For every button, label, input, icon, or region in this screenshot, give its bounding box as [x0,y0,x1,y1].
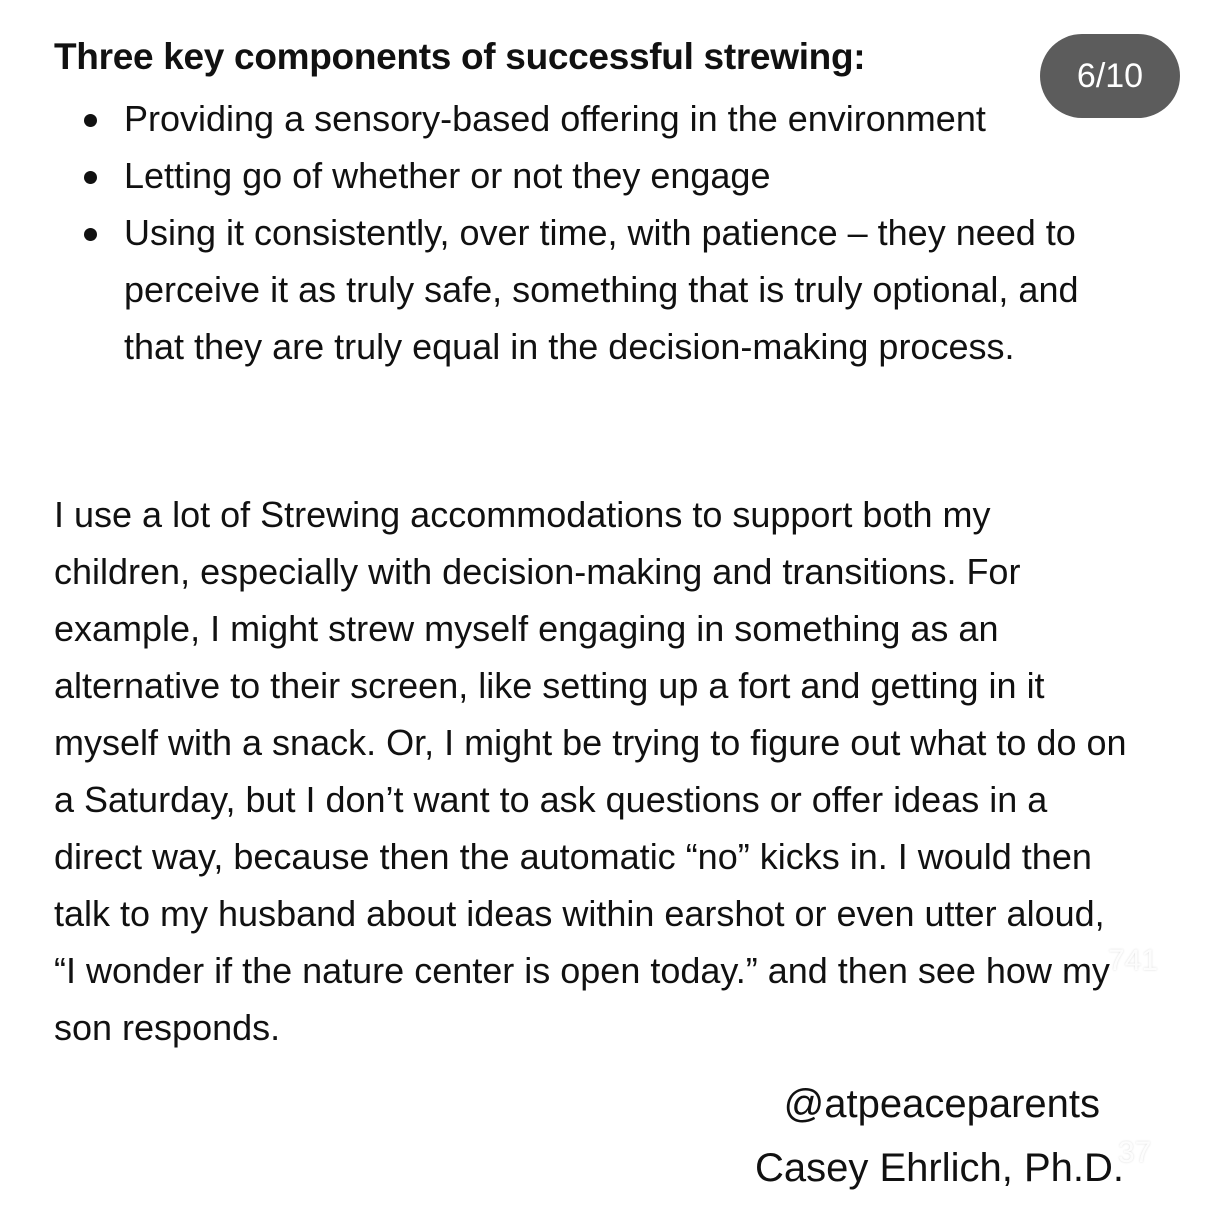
page-counter: 6/10 [1040,34,1180,118]
comment-button[interactable] [1100,1036,1176,1112]
bullet-text: Using it consistently, over time, with patience – they need to perceive it as truly safe, something that is truly optional, and that they are truly equal in the decision-making process. [124,212,1079,367]
bullet-text: Letting go of whether or not they engage [124,155,771,196]
like-button[interactable] [1098,846,1174,922]
bullet-item [84,90,1124,147]
comment-icon [1100,1036,1176,1112]
bullet-list [84,90,1124,375]
bullet-dot [84,228,97,241]
slide-heading: Three key components of successful strewing: [54,36,866,77]
comment-count: 37 [1118,1136,1152,1169]
bullet-dot [84,171,97,184]
bullet-item [84,204,1124,375]
heart-icon [1098,846,1174,922]
bullet-dot [84,114,97,127]
author-handle: @atpeaceparents [783,1082,1100,1126]
author-name: Casey Ehrlich, Ph.D. [754,1146,1124,1190]
like-count: 741 [1108,944,1159,977]
body-paragraph: I use a lot of Strewing accommodations to support both my children, especially with decision-making and transitions. For example, I might strew myself engaging in something as an alternative to their screen, like setting up a fort and getting in it myself with a snack. Or, I might be trying to figure out what to do on a Saturday, but I don’t want to ask questions or offer ideas in a direct way, because then the automatic “no” kicks in. I would then talk to my husband about ideas within earshot or even utter aloud, “I wonder if the nature center is open today.” and then see how my son responds. [54,494,1127,1048]
bullet-text: Providing a sensory-based offering in the environment [124,98,986,139]
bullet-item [84,147,1124,204]
